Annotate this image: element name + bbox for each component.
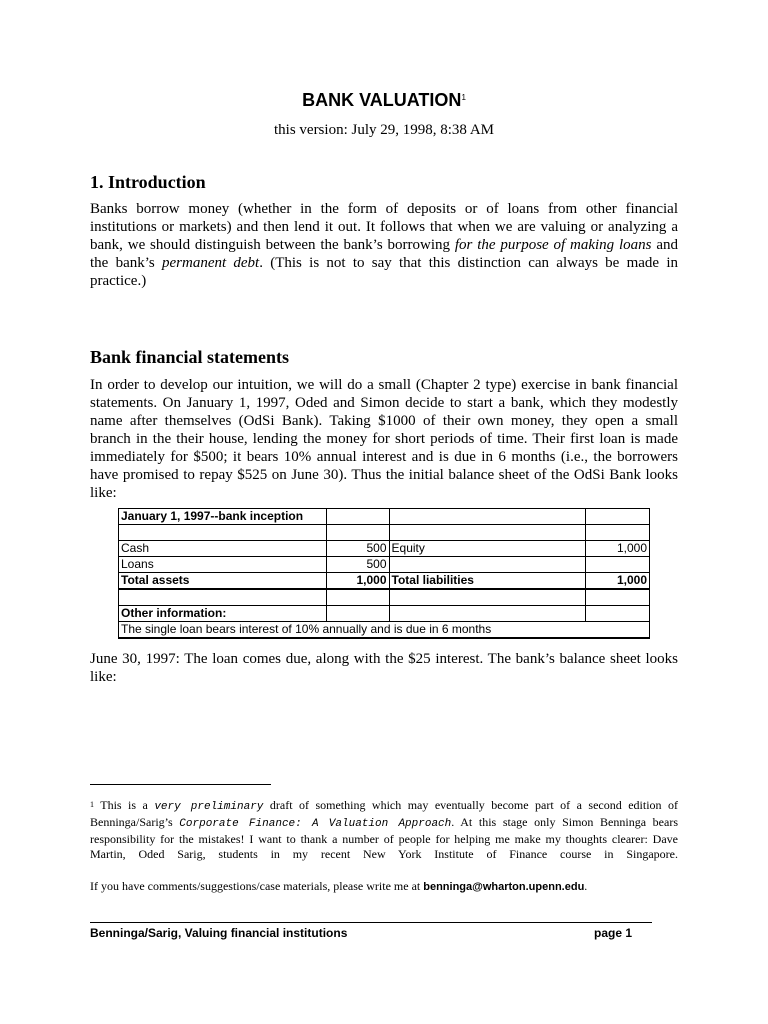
- contact-line: If you have comments/suggestions/case materials, please write me at benninga@wharton.upenn.edu.: [90, 879, 588, 893]
- table-row: [119, 622, 650, 639]
- paragraph-line: name after themselves (OdSi Bank). Taking $1000 of their own money, they open a small: [90, 413, 678, 429]
- page-footer: [90, 926, 652, 940]
- footer-left-text: Benninga/Sarig, Valuing financial institutions: [90, 926, 348, 940]
- footnote-separator: [90, 784, 271, 785]
- paragraph-line: In order to develop our intuition, we will do a small (Chapter 2 type) exercise in bank financial: [90, 377, 678, 393]
- intro-emphasis: for the purpose of making loans: [454, 237, 652, 253]
- equity-value: 1,000: [585, 541, 649, 557]
- equity-label: Equity: [389, 541, 585, 557]
- title-footnote-mark: 1: [461, 93, 466, 102]
- table-header-cell: January 1, 1997--bank inception: [119, 509, 327, 525]
- total-assets-value: 1,000: [327, 573, 389, 590]
- intro-line: bank, we should distinguish between the bank’s borrowing for the purpose of making loans and: [90, 237, 679, 253]
- page-number: page 1: [593, 926, 632, 940]
- table-row: [119, 525, 650, 541]
- paragraph-line: statements. On January 1, 1997, Oded and Simon decide to start a bank, which they modestly: [90, 395, 678, 411]
- footnote-line: responsibility for the mistakes! I want to thank a number of people for helping me make my thoughts clearer: Dave: [90, 832, 678, 846]
- table-row: [119, 606, 650, 622]
- intro-emphasis: permanent debt: [162, 255, 260, 271]
- footer-rule: [90, 922, 652, 923]
- footnote-line: $^1$ This is a very preliminary draft of something which may eventually become part of a second edition of: [90, 798, 678, 813]
- paragraph-line: like:: [90, 485, 117, 501]
- section-heading-financial-statements: Bank financial statements: [90, 347, 290, 367]
- footnote-line: Martin, Oded Sarig, students in my recent New York Institute of Finance course in Singapore.: [90, 847, 678, 861]
- table-row: [119, 573, 650, 590]
- intro-line: practice.): [90, 273, 147, 289]
- intro-line: Banks borrow money (whether in the form of deposits or of loans from other financial: [90, 201, 678, 217]
- document-title: BANK VALUATION$^1$: [302, 90, 466, 110]
- cash-value: 500: [327, 541, 389, 557]
- table-row: [119, 541, 650, 557]
- table-row: [119, 509, 650, 525]
- balance-sheet-table: [118, 508, 650, 639]
- introduction-paragraph: [90, 200, 678, 290]
- version-line: this version: July 29, 1998, 8:38 AM: [273, 122, 494, 138]
- intro-line: the bank’s permanent debt. (This is not to say that this distinction can always be made in: [90, 255, 678, 271]
- paragraph-line: like:: [90, 669, 117, 685]
- total-liabilities-label: Total liabilities: [389, 573, 585, 590]
- loans-label: Loans: [119, 557, 327, 573]
- other-information-label: Other information:: [119, 606, 327, 622]
- table-row: [119, 557, 650, 573]
- loans-value: 500: [327, 557, 389, 573]
- footnote: [90, 798, 678, 862]
- other-information-text: The single loan bears interest of 10% annually and is due in 6 months: [119, 622, 586, 639]
- email-link[interactable]: benninga@wharton.upenn.edu: [423, 881, 585, 893]
- intro-line: institutions or markets) and then lend it out. It follows that when we are valuing or analyzing a: [90, 219, 678, 235]
- paragraph-line: branch in the their house, lending the money for short periods of time. Their first loan is made: [90, 431, 678, 447]
- section-heading-introduction: 1. Introduction: [90, 172, 206, 192]
- cash-label: Cash: [119, 541, 327, 557]
- paragraph-line: have promised to repay $525 on June 30). Thus the initial balance sheet of the OdSi Bank looks: [90, 467, 678, 483]
- total-liabilities-value: 1,000: [585, 573, 649, 590]
- table-row: [119, 589, 650, 606]
- financial-statements-paragraph: [90, 376, 678, 502]
- total-assets-label: Total assets: [119, 573, 327, 590]
- footnote-line: Benninga/Sarig’s Corporate Finance: A Valuation Approach. At this stage only Simon Benninga bears: [90, 815, 678, 830]
- footnote-mark: 1: [90, 800, 94, 809]
- paragraph-line: June 30, 1997: The loan comes due, along with the $25 interest. The bank’s balance sheet looks: [90, 651, 678, 667]
- june-paragraph: [90, 650, 678, 686]
- paragraph-line: immediately for $500; it bears 10% annual interest and is due in 6 months (i.e., the borrowers: [90, 449, 678, 465]
